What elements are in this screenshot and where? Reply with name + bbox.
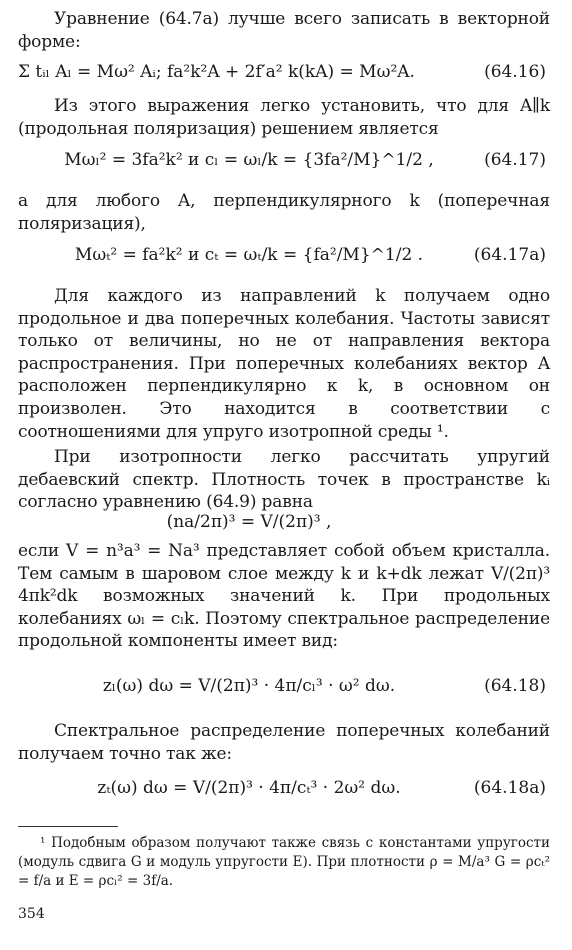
equation-number: (64.17а): [473, 245, 546, 265]
equation-formula: Mωₜ² = fa²k² и cₜ = ωₜ/k = {fa²/M}^1/2 .: [74, 245, 424, 265]
equation-number: (64.17): [484, 150, 546, 170]
equation-64-17: [18, 150, 550, 180]
paragraph-crystal-volume: если V = n³a³ = Na³ представляет собой объем кристалла. Тем самым в шаровом слое между k и k+dk лежат V/(2π)³ 4πk²dk возможных значений k. При продольных колебаниях ωₗ = cₗk. Поэтому спектральное распределение продольной компоненты имеет вид:: [18, 541, 550, 652]
equation-64-17a: [18, 245, 550, 275]
equation-64-16: [18, 62, 550, 92]
paragraph-longitudinal: Из этого выражения легко установить, что для A∥k (продольная поляризация) решением является: [18, 96, 550, 139]
equation-formula: (na/2π)³ = V/(2π)³ ,: [166, 512, 332, 532]
equation-number: (64.16): [484, 62, 546, 82]
paragraph-transverse: а для любого A, перпендикулярного k (поперечная поляризация),: [18, 191, 550, 234]
equation-formula: Mωₗ² = 3fa²k² и cₗ = ωₗ/k = {3fa²/M}^1/2 ,: [64, 150, 434, 170]
paragraph-vector-form: Уравнение (64.7а) лучше всего записать в векторной форме:: [18, 9, 550, 52]
footnote: ¹ Подобным образом получают также связь с константами упругости (модуль сдвига G и модуль упругости E). При плотности ρ = M/a³ G = ρcₜ² = f/a и E = ρcₗ² = 3f/a.: [18, 835, 550, 889]
equation-number: (64.18): [484, 676, 546, 696]
equation-density: [18, 512, 550, 542]
paragraph-transverse-spectrum: Спектральное распределение поперечных колебаний получаем точно так же:: [18, 721, 550, 764]
equation-formula: Σ tᵢₗ Aₗ = Mω² Aᵢ; fa²k²A + 2f′a² k(kA) = Mω²A.: [18, 62, 415, 82]
paragraph-oscillations: Для каждого из направлений k получаем одно продольное и два поперечных колебания. Частоты зависят только от величины, но не от направления вектора распространения. При поперечных колебаниях вектор A расположен перпендикулярно к k, в основном он произволен. Это находится в соответствии с соотношениями для упруго изотропной среды ¹.: [18, 286, 550, 442]
equation-formula: zₜ(ω) dω = V/(2π)³ · 4π/cₜ³ · 2ω² dω.: [97, 778, 401, 798]
footnote-divider: [18, 826, 118, 827]
page-number: 354: [18, 906, 45, 922]
equation-64-18a: [18, 778, 550, 808]
equation-formula: zₗ(ω) dω = V/(2π)³ · 4π/cₗ³ · ω² dω.: [102, 676, 396, 696]
paragraph-debye-spectrum: При изотропности легко рассчитать упругий дебаевский спектр. Плотность точек в пространстве kᵢ согласно уравнению (64.9) равна: [18, 447, 550, 513]
equation-number: (64.18а): [473, 778, 546, 798]
equation-64-18: [18, 676, 550, 706]
